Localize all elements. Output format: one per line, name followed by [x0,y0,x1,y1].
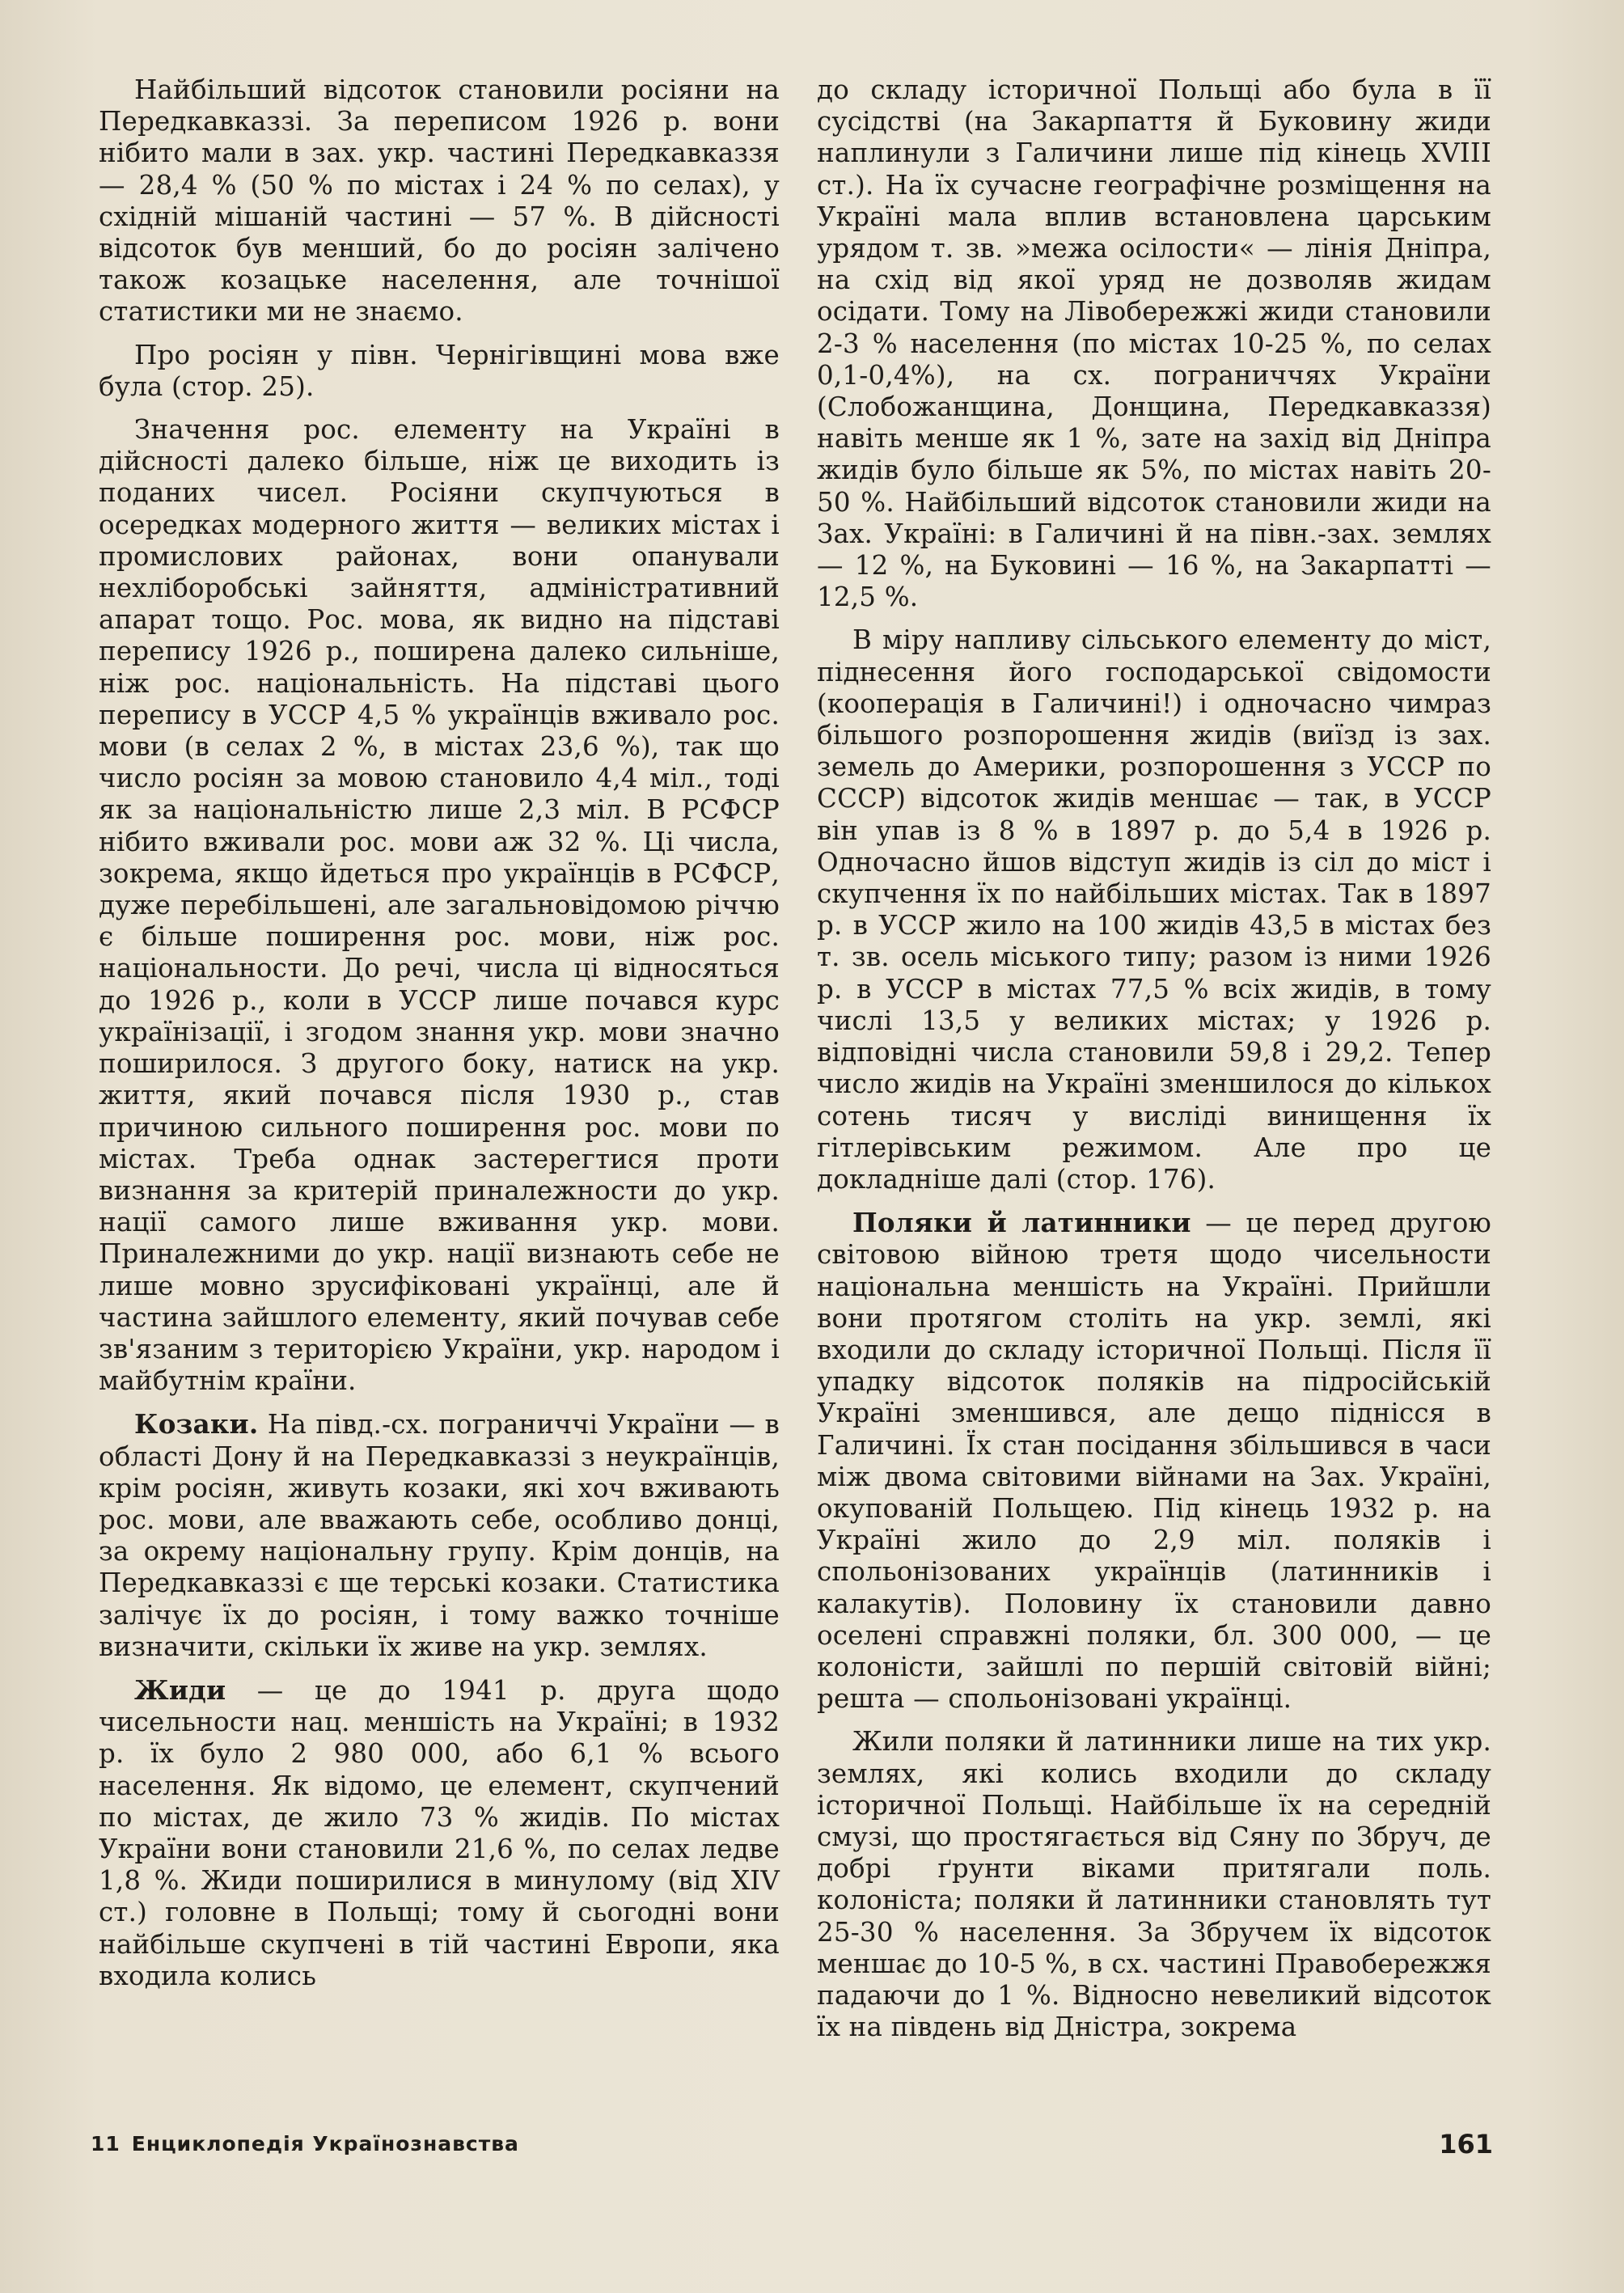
heading-cossacks: Козаки. [134,1408,259,1441]
heading-jews: Жиди [134,1673,226,1706]
text-cossacks: На півд.-сх. пограниччі України — в області Дону й на Передкавказзі з неукраїнців, крім росіян, живуть козаки, які хоч вживають рос. мови, але вважають себе, особливо донці, за окрему національну групу. Крім донців, на Передкавказзі є ще терські козаки. Статистика залічує їх до росіян, і тому важко точніше визначити, скільки їх живе на укр. землях. [99,1409,780,1662]
page-number: 161 [1439,2129,1493,2160]
footer-signature [91,2132,519,2156]
paragraph-jews [99,1674,780,1992]
paragraph-cossacks [99,1408,780,1663]
paragraph-russians-chernihiv: Про росіян у півн. Чернігівщині мова вже була (стор. 25). [99,339,780,402]
paragraph-poles-distribution: Жили поляки й латинники лише на тих укр. землях, які колись входили до складу історичної Польщі. Найбільше їх на середній смузі, що простягається від Сяну по Збруч, де добрі ґрунти віками притягали поль. колоніста; поляки й латинники становлять тут 25-30 % населення. За Збручем їх відсоток меншає до 10-5 %, в сх. частині Правобережжя падаючи до 1 %. Відносно невеликий відсоток їх на південь від Дністра, зокрема [817,1726,1491,2043]
paragraph-russians-caucasus: Найбільший відсоток становили росіяни на Передкавказзі. За переписом 1926 р. вони нібито мали в зах. укр. частині Передкавказзя — 28,4 % (50 % по містах і 24 % по селах), у східній мішаній частині — 57 %. В дійсності відсоток був менший, бо до росіян залічено також козацьке населення, але точнішої статистики ми не знаємо. [99,74,780,328]
right-column [817,74,1491,2054]
left-column [99,74,780,2003]
page-footer [91,2129,1493,2164]
heading-poles: Поляки й латинники [852,1207,1191,1239]
paragraph-jews-migration: В міру напливу сільського елементу до міст, піднесення його господарської свідомости (кооперація в Галичині!) і одночасно чимраз більшого розпорошення жидів (виїзд із зах. земель до Америки, розпорошення з УССР по СССР) відсоток жидів меншає — так, в УССР він упав із 8 % в 1897 р. до 5,4 в 1926 р. Одночасно йшов відступ жидів із сіл до міст і скупчення їх по найбільших містах. Так в 1897 р. в УССР жило на 100 жидів 43,5 в містах без т. зв. осель міського типу; разом із ними 1926 р. в УССР в містах 77,5 % всіх жидів, в тому числі 13,5 у великих містах; у 1926 р. відповідні числа становили 59,8 і 29,2. Тепер число жидів на Україні зменшилося до кількох сотень тисяч у висліді винищення їх гітлерівським режимом. Але про це докладніше далі (стор. 176). [817,624,1491,1195]
paragraph-poles [817,1207,1491,1715]
paragraph-jews-continued: до складу історичної Польщі або була в її сусідстві (на Закарпаття й Буковину жиди наплинули з Галичини лише під кінець XVIII ст.). На їх сучасне географічне розміщення на Україні мала вплив встановлена царським урядом т. зв. »межа осілости« — лінія Дніпра, на схід від якої уряд не дозволяв жидам осідати. Тому на Лівобережжі жиди становили 2-3 % населення (по містах 10-25 %, по селах 0,1-0,4%), на сх. пограниччях України (Слобожанщина, Донщина, Передкавказзя) навіть менше як 1 %, зате на захід від Дніпра жидів було більше як 5%, по містах навіть 20-50 %. Найбільший відсоток становили жиди на Зах. Україні: в Галичині й на півн.-зах. землях — 12 %, на Буковині — 16 %, на Закарпатті — 12,5 %. [817,74,1491,613]
text-jews: — це до 1941 р. друга щодо чисельности нац. меншість на Україні; в 1932 р. їх було 2 980 000, або 6,1 % всього населення. Як відомо, це елемент, скупчений по містах, де жило 73 % жидів. По містах України вони становили 21,6 %, по селах ледве 1,8 %. Жиди поширилися в минулому (від XIV ст.) головне в Польщі; тому й сьогодні вони найбільше скупчені в тій частині Европи, яка входила колись [99,1674,780,1991]
signature-number: 11 [91,2132,121,2156]
text-poles: — це перед другою світовою війною третя щодо чисельности національна меншість на Україні. Прийшли вони протягом століть на укр. землі, які входили до складу історичної Польщі. Після її упадку відсоток поляків на підросійській Україні зменшився, але дещо піднісся в Галичині. Їх стан посідання збільшився в часи між двома світовими війнами на Зах. Україні, окупованій Польщею. Під кінець 1932 р. на Україні жило до 2,9 міл. поляків і спольонізованих українців (латинників і калакутів). Половину їх становили давно оселені справжні поляки, бл. 300 000, — це колоністи, зайшлі по першій світовій війні; решта — спольонізовані українці. [817,1208,1491,1715]
book-title: Енциклопедія Українознавства [131,2132,519,2156]
paragraph-russian-element: Значення рос. елементу на Україні в дійсності далеко більше, ніж це виходить із поданих чисел. Росіяни скупчуються в осередках модерного життя — великих містах і промислових районах, вони опанували нехліборобські зайняття, адміністративний апарат тощо. Рос. мова, як видно на підставі перепису 1926 р., поширена далеко сильніше, ніж рос. національність. На підставі цього перепису в УССР 4,5 % українців вживало рос. мови (в селах 2 %, в містах 23,6 %), так що число росіян за мовою становило 4,4 міл., тоді як за національністю лише 2,3 міл. В РСФСР нібито вживали рос. мови аж 32 %. Ці числа, зокрема, якщо йдеться про українців в РСФСР, дуже перебільшені, але загальновідомою річчю є більше поширення рос. мови, ніж рос. національности. До речі, числа ці відносяться до 1926 р., коли в УССР лише почався курс українізації, і згодом знання укр. мови значно поширилося. З другого боку, натиск на укр. життя, який почався після 1930 р., став причиною сильного поширення рос. мови по містах. Треба однак застерегтися проти визнання за критерій приналежности до укр. нації самого лише вживання укр. мови. Приналежними до укр. нації визнають себе не лише мовно зрусифіковані українці, але й частина зайшлого елементу, який почував себе зв'язаним з територією України, укр. народом і майбутнім країни. [99,414,780,1397]
